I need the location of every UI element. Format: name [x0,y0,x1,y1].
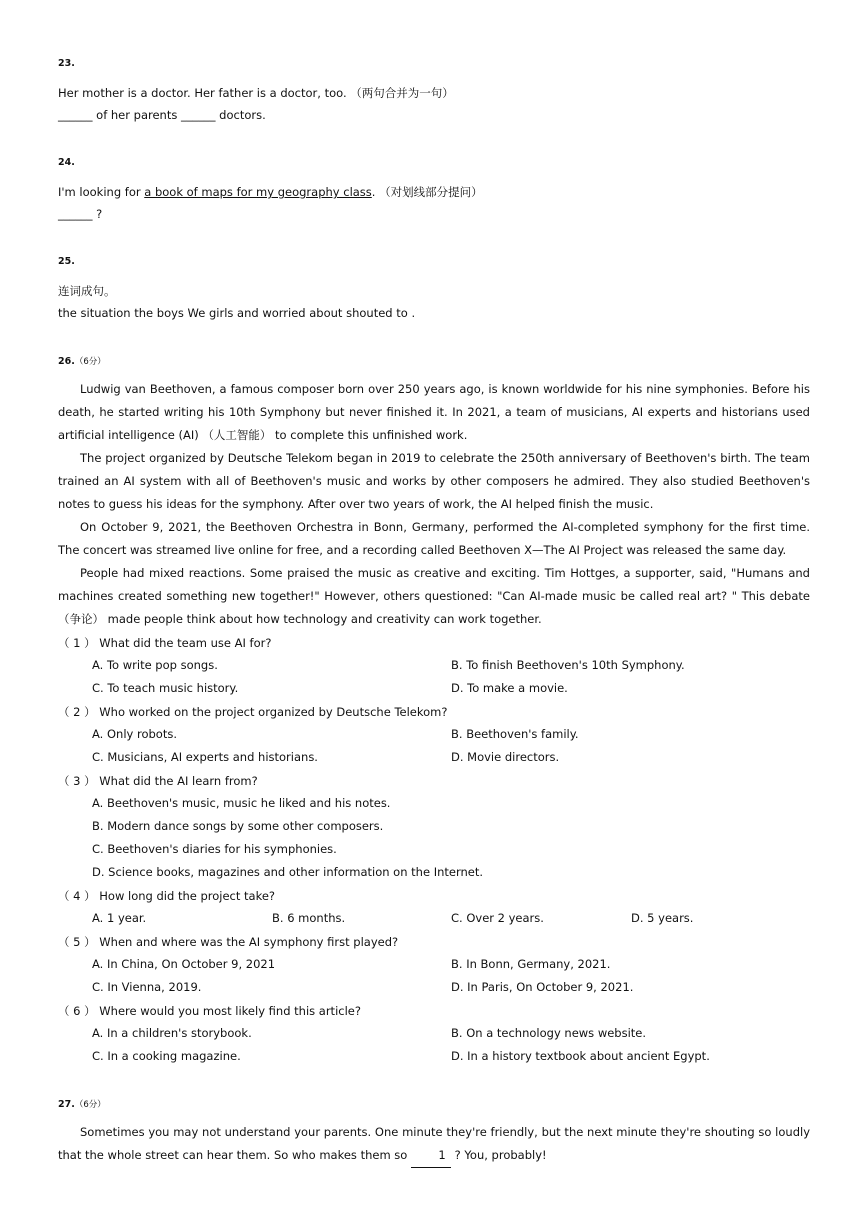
option-c: C. In a cooking magazine. [92,1049,241,1063]
option-b: B. In Bonn, Germany, 2021. [451,957,611,971]
passage-text-post: ? You, probably! [451,1148,547,1162]
question-24-answer-line [58,207,102,221]
option-d: D. In a history textbook about ancient Egypt. [451,1049,710,1063]
question-23-answer-line [58,108,266,122]
underlined-phrase: a book of maps for my geography class [144,185,372,199]
sub-question-4-stem: （ 4 ） How long did the project take? [58,889,276,903]
passage-text-pre: Sometimes you may not understand your parents. One minute they're friendly, but the next minute they're shouting so loudly that the whole street can hear them. So who makes them so [58,1125,810,1162]
option-c: C. To teach music history. [92,681,239,695]
question-24-text-pre: I'm looking for [58,185,145,199]
passage-paragraph: The project organized by Deutsche Telekom began in 2019 to celebrate the 250th anniversary of Beethoven's birth. The team trained an AI system with all of Beethoven's music and works by other composers he admired. They also studied Beethoven's notes to guess his ideas for the symphony. After over two years of work, the AI helped finish the music. [58,451,810,511]
sub-question-3-stem: （ 3 ） What did the AI learn from? [58,774,258,788]
question-26-num: 26. [58,356,75,367]
option-c: C. Musicians, AI experts and historians. [92,750,318,764]
question-25-instruction: 连词成句。 [58,284,116,298]
option-b: B. 6 months. [272,911,346,925]
option-a: A. In China, On October 9, 2021 [92,957,276,971]
question-24-text-post: . （对划线部分提问） [371,185,483,199]
question-25-number: 25. [58,256,75,267]
answer-blank: ______ [58,108,93,122]
passage-paragraph: People had mixed reactions. Some praised the music as creative and exciting. Tim Hottges, a supporter, said, "Humans and machines created something new together!" However, others questioned: "Can AI-made music be called real art? " This debate （争论） made people think about how technology and creativity can work together. [58,566,810,626]
option-d: D. To make a movie. [451,681,568,695]
option-a: A. In a children's storybook. [92,1026,252,1040]
option-a: A. 1 year. [92,911,147,925]
sub-question-5-stem: （ 5 ） When and where was the AI symphony first played? [58,935,399,949]
passage-paragraph: Ludwig van Beethoven, a famous composer born over 250 years ago, is known worldwide for his nine symphonies. Before his death, he started writing his 10th Symphony but never finished it. In 2021, a team of musicians, AI experts and historians used artificial intelligence (AI) （人工智能） to complete this unfinished work. [58,382,810,442]
question-25-words: the situation the boys We girls and worried about shouted to . [58,306,416,320]
option-d: D. Movie directors. [451,750,560,764]
question-23-text-end: doctors. [215,108,266,122]
question-23-text-mid: of her parents [92,108,181,122]
option-b: B. Modern dance songs by some other composers. [92,819,384,833]
sub-question-6-stem: （ 6 ） Where would you most likely find this article? [58,1004,361,1018]
option-a: A. Only robots. [92,727,177,741]
answer-blank: ______ [58,207,93,221]
option-b: B. Beethoven's family. [451,727,579,741]
question-23-number: 23. [58,58,75,69]
question-26-points: （6分） [74,357,106,367]
option-a: A. To write pop songs. [92,658,218,672]
sub-question-1-stem: （ 1 ） What did the team use AI for? [58,636,272,650]
question-24-prompt [58,184,483,200]
question-24-number: 24. [58,157,75,168]
question-27-num: 27. [58,1099,75,1110]
question-24-answer-end: ? [92,207,103,221]
passage-paragraph: On October 9, 2021, the Beethoven Orchestra in Bonn, Germany, performed the AI-completed symphony for the first time. The concert was streamed live online for free, and a recording called Beethoven X—The AI Project was released the same day. [58,520,810,557]
question-23-prompt: Her mother is a doctor. Her father is a doctor, too. （两句合并为一句） [58,86,454,100]
option-d: D. In Paris, On October 9, 2021. [451,980,634,994]
question-27-number [58,1098,106,1110]
option-a: A. Beethoven's music, music he liked and his notes. [92,796,391,810]
option-b: B. To finish Beethoven's 10th Symphony. [451,658,685,672]
option-d: D. 5 years. [631,911,694,925]
option-c: C. In Vienna, 2019. [92,980,202,994]
option-d: D. Science books, magazines and other information on the Internet. [92,865,484,879]
option-c: C. Beethoven's diaries for his symphonies. [92,842,337,856]
option-b: B. On a technology news website. [451,1026,647,1040]
cloze-blank-1: 1 [411,1144,451,1168]
question-26-number [58,355,106,367]
option-c: C. Over 2 years. [451,911,544,925]
passage-paragraph [58,1121,810,1168]
answer-blank: ______ [181,108,216,122]
sub-question-2-stem: （ 2 ） Who worked on the project organized by Deutsche Telekom? [58,705,448,719]
question-27-points: （6分） [74,1100,106,1110]
